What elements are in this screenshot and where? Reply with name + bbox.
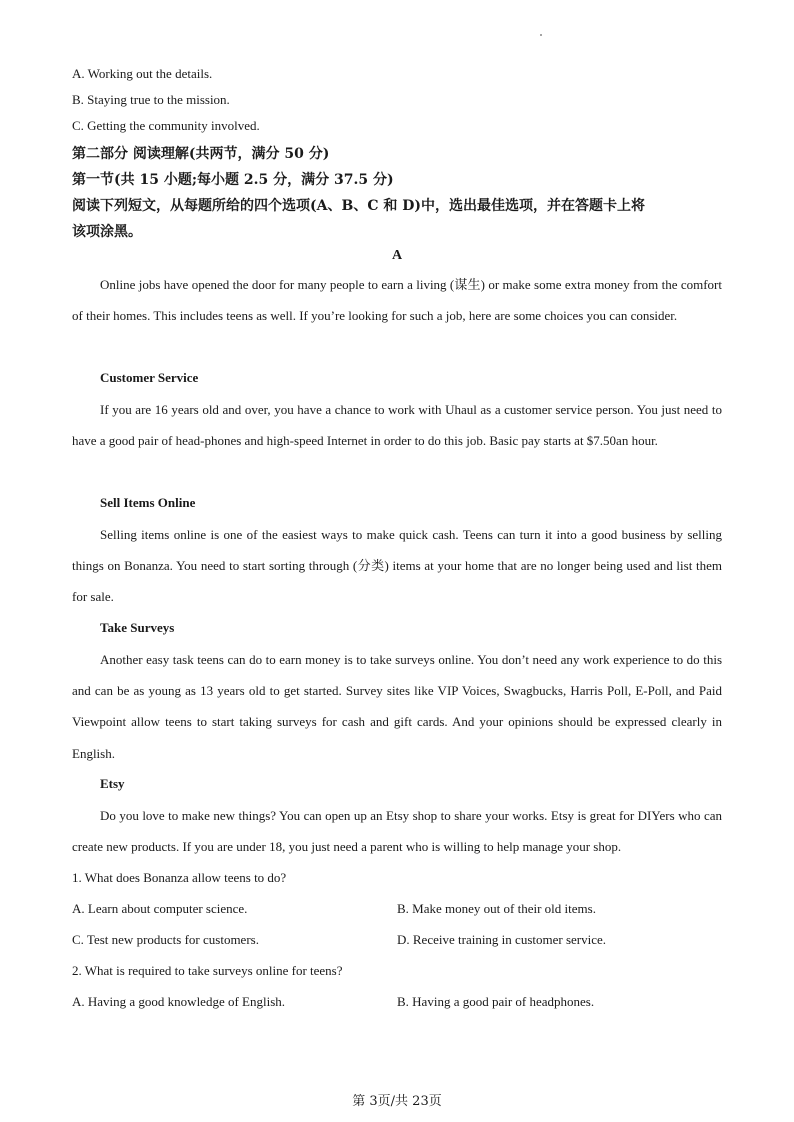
- question-2-option-b: B. Having a good pair of headphones.: [397, 994, 595, 1009]
- instruction-line-1: 阅读下列短文，从每题所给的四个选项(A、B、C 和 D)中，选出最佳选项，并在答题卡上将: [72, 198, 645, 214]
- prev-option-c: C. Getting the community involved.: [72, 118, 260, 133]
- page-number: 第 3页/共 23页: [352, 1094, 442, 1109]
- section-text: Selling items online is one of the easiest ways to make quick cash. Teens can turn it into a good business by selling things on Bonanza. You need to start sorting through (分类) items at your home that are no longer being used and list them for sale.: [72, 527, 722, 605]
- prev-option-b: B. Staying true to the mission.: [72, 92, 230, 107]
- subsection-title: 第一节(共 15 小题;每小题 2.5 分，满分 37.5 分): [72, 172, 394, 188]
- section-heading-take-surveys: Take Surveys: [100, 620, 175, 635]
- passage-label: A: [391, 248, 403, 263]
- passage-intro-text: Online jobs have opened the door for many people to earn a living (谋生) or make some extra money from the comfort of their homes. This includes teens as well. If you’re looking for such a job, here are some choices you can consider.: [72, 277, 722, 324]
- section-text: If you are 16 years old and over, you have a chance to work with Uhaul as a customer service person. You just need to have a good pair of head-phones and high-speed Internet in order to do this job. Basic pay starts at $7.50an hour.: [72, 402, 722, 449]
- question-2-option-a: A. Having a good knowledge of English.: [72, 994, 286, 1009]
- question-1-stem: 1. What does Bonanza allow teens to do?: [72, 870, 287, 885]
- section-heading-etsy: Etsy: [100, 776, 125, 791]
- section-text-customer-service: [72, 394, 722, 456]
- question-1-option-a: A. Learn about computer science.: [72, 901, 248, 916]
- section-heading-customer-service: Customer Service: [100, 370, 199, 385]
- instruction-line-2: 该项涂黑。: [72, 224, 142, 240]
- section-text-etsy: [72, 800, 722, 862]
- part-title: 第二部分 阅读理解(共两节，满分 50 分): [72, 146, 330, 162]
- question-2-stem: 2. What is required to take surveys online for teens?: [72, 963, 343, 978]
- question-1-option-d: D. Receive training in customer service.: [397, 932, 607, 947]
- section-text: Another easy task teens can do to earn money is to take surveys online. You don’t need any work experience to do this and can be as young as 13 years old to get started. Survey sites like VIP Voices, Swagbucks, Harris Poll, E-Poll, and Paid Viewpoint allow teens to start taking surveys for cash and gift cards. And your opinions should be expressed clearly in English.: [72, 652, 722, 761]
- question-1-option-b: B. Make money out of their old items.: [397, 901, 596, 916]
- section-heading-sell-items: Sell Items Online: [100, 495, 196, 510]
- passage-intro: [72, 269, 722, 331]
- question-1-option-c: C. Test new products for customers.: [72, 932, 259, 947]
- section-text: Do you love to make new things? You can open up an Etsy shop to share your works. Etsy is great for DIYers who can create new products. If you are under 18, you just need a parent who is willing to help manage your shop.: [72, 808, 722, 855]
- prev-option-a: A. Working out the details.: [72, 66, 213, 81]
- section-text-sell-items: [72, 519, 722, 613]
- section-text-take-surveys: [72, 644, 722, 769]
- scan-dot: [540, 34, 542, 36]
